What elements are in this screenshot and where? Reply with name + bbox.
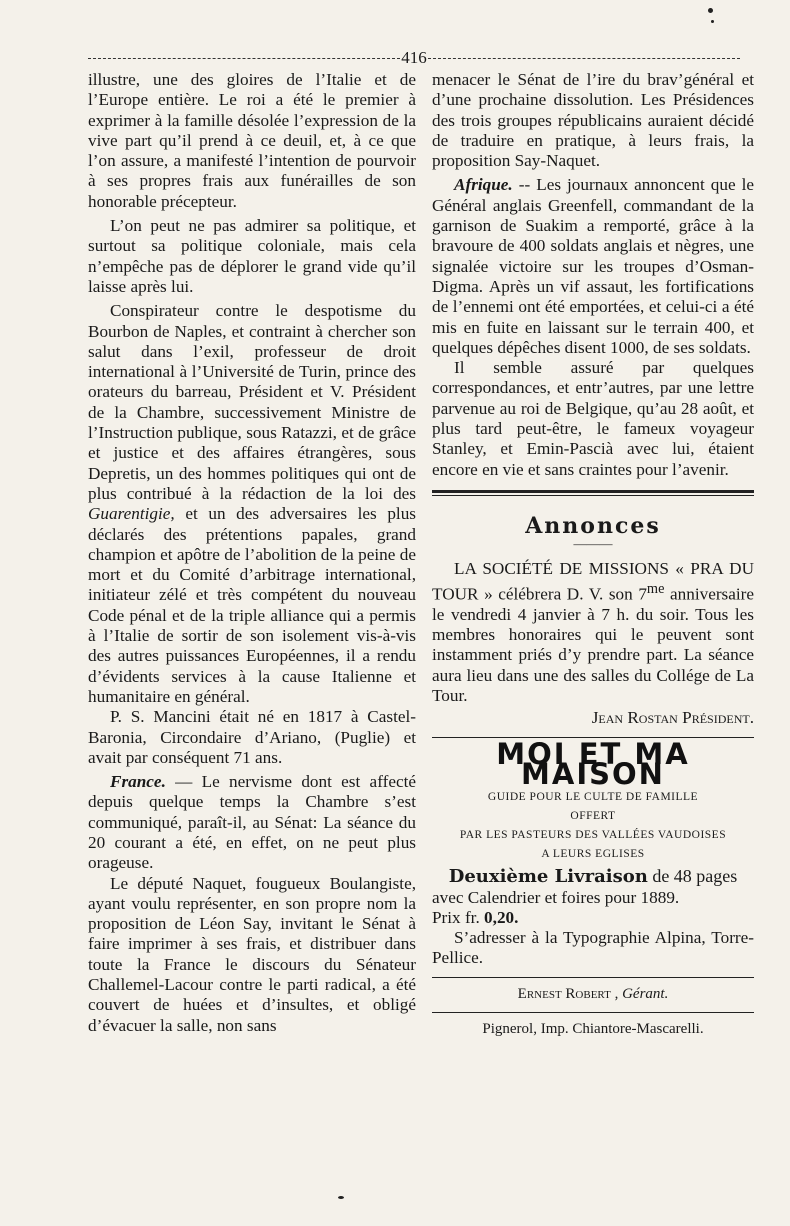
annonce-text-a: LA SOCIÉTÉ DE MISSIONS « PRA DU TOUR » célébrera D. V. son 7 <box>432 558 754 604</box>
paragraph-conspirateur <box>88 301 416 707</box>
annonces-dash: ——— <box>573 536 613 552</box>
advert-calendar: avec Calendrier et foires pour 1889. <box>432 887 680 907</box>
ink-speck <box>338 1196 344 1199</box>
gerant-role: Gérant. <box>622 985 669 1002</box>
annonce-signature: Jean Rostan Président. <box>591 708 754 728</box>
paragraph-stanley: Il semble assuré par quelques correspondances, et entr’autres, par une lettre parvenue au roi de Belgique, qu’au 28 août, et plus tard peut-être, le fameux voyageur Stanley, et Emin-Pascià avec lui, étaient encore en vie et sans craintes pour l’avenir. <box>432 358 754 479</box>
annonce-superscript: me <box>646 580 665 597</box>
advert-address: S’adresser à la Typographie Alpina, Torre-Pellice. <box>432 928 754 968</box>
paragraph-politique: L’on peut ne pas admirer sa politique, et surtout sa politique coloniale, mais cela n’empêche pas de déplorer le grand vide qu’il laisse après lui. <box>88 216 416 296</box>
advert-price <box>432 908 754 928</box>
conspirateur-text-b: et un des adversaires les plus déclarés des prétentions papales, grand champion et apôtre de l’abolition de la peine de mort et du Comité d’arbitrage international, initiateur zélé et très compétent du nouveau Code pénal et de la triple alliance qui a permis à l’Italie de sortir de son isolement vis-à-vis des autres puissances Européennes, il a rendu d’évidents services à la cause Italienne et humanitaire en général. <box>88 504 416 706</box>
advert-title: MOI ET MA MAISON <box>496 736 690 791</box>
advert-rule-bottom <box>432 977 754 978</box>
section-rule <box>432 490 754 496</box>
paragraph-afrique <box>432 175 754 358</box>
advert-issue-bold: Deuxième Livraison <box>448 866 648 888</box>
left-column <box>88 70 416 1036</box>
gerant-rule <box>432 1012 754 1013</box>
gerant-line: Ernest Robert , Gérant. <box>517 985 669 1002</box>
paragraph-ps-mancini: P. S. Mancini était né en 1817 à Castel-Baronia, Circondaire d’Ariano, (Puglie) et avait par conséquent 71 ans. <box>88 707 416 767</box>
conspirateur-text-a: Conspirateur contre le despotisme du Bourbon de Naples, et contraint à chercher son salut dans l’exil, professeur de droit international à l’Université de Turin, prince des orateurs du barreau, Président et V. Président de la Chambre, successivement Ministre de l’Instruction publique, sous Ratazzi, et de grâce et justice et des affaires étrangères, sous Depretis, un des hommes politiques qui ont de plus contribué à la rédaction de la loi des <box>88 301 416 503</box>
advert-issue <box>432 866 754 887</box>
afrique-text: -- Les journaux annoncent que le Général anglais Greenfell, commandant de la garnison de Suakim a remporté, grâce à la bravoure de 400 soldats anglais et nègres, une signalée victoire sur les troupes d’Osman-Digma. Après un vif assaut, les fortifications de l’ennemi ont été emportées, et celui-ci a été mis en fuite en laissant sur le terrain 400, et quelques dépêches disent 1000, de ses soldats. <box>432 175 754 357</box>
annonce-pra-du-tour <box>432 559 754 707</box>
afrique-lead: Afrique. <box>454 175 513 195</box>
annonces-title: Annonces <box>525 512 661 539</box>
france-text: — Le nervisme dont est affecté depuis quelque temps la Chambre s’est communiqué, paraît-il, au Sénat: La séance du 20 courant a été, en effet, on ne peut plus orageuse. <box>88 772 416 873</box>
gerant-name: Ernest Robert <box>517 985 611 1002</box>
annonce-text-b: anniversaire le vendredi 4 janvier à 7 h. du soir. Tous les membres honoraires qui le peuvent sont instamment priés d’y prendre part. La séance aura lieu dans une des salles du Collége de La Tour. <box>432 584 755 706</box>
page-header <box>88 48 740 68</box>
advert-subtitle-2: OFFERT <box>570 810 616 823</box>
advert-subtitle-4: A LEURS EGLISES <box>541 848 645 861</box>
right-column <box>432 70 754 1039</box>
advert-subtitle-3: PAR LES PASTEURS DES VALLÉES VAUDOISES <box>459 829 727 842</box>
advert-price-value: 0,20. <box>484 907 519 927</box>
paragraph-naquet: Le député Naquet, fougueux Boulangiste, ayant voulu représenter, en son propre nom la proposition de Léon Say, invitant le Sénat à faire imprimer à ses frais, et distribuer dans toute la France le discours du Sénateur Challemel-Lacour contre le parti radical, a été couvert de huées et d’insultes, et obligé d’évacuer la salle, non sans <box>88 873 416 1035</box>
paragraph-france <box>88 772 416 873</box>
page-number: 416 <box>401 48 427 67</box>
paragraph-mancini-eulogy: illustre, une des gloires de l’Italie et de l’Europe entière. Le roi a été le premier à exprimer à la famille désolée l’expression de la vive part qu’il prend à ce deuil, et, à ce que l’on assure, a manifesté l’intention de pourvoir à ses propres frais aux funérailles de son honorable précepteur. <box>88 70 416 211</box>
advert-issue-rest: de 48 pages <box>647 866 738 887</box>
header-rule-right <box>428 58 740 59</box>
advert-subtitle-1: GUIDE POUR LE CULTE DE FAMILLE <box>487 791 699 804</box>
advert-price-label: Prix fr. <box>432 907 485 927</box>
guarentigie-term: Guarentigie, <box>88 504 175 524</box>
paragraph-senat: menacer le Sénat de l’ire du brav’général et d’une prochaine dissolution. Les Présidences des trois groupes républicains auraient décidé de traduire en pratique, à leurs frais, la proposition Say-Naquet. <box>432 70 754 171</box>
ink-speck <box>708 8 713 13</box>
ink-speck <box>711 20 714 23</box>
printer-line: Pignerol, Imp. Chiantore-Mascarelli. <box>482 1021 704 1038</box>
france-lead: France. <box>110 772 166 792</box>
